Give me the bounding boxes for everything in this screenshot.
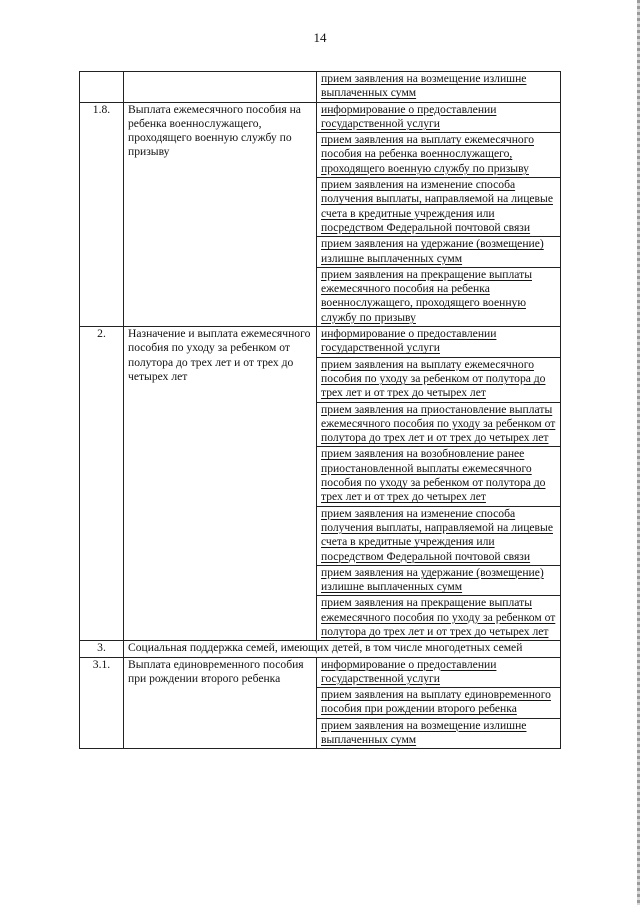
table-row [80,102,561,133]
service-stage: прием заявления на изменение способа получения выплаты, направляемой на лицевые счета в кредитные учреждения или посредством Федеральной почтовой связи [317,506,561,565]
row-number: 1.8. [80,102,124,326]
row-number: 3. [80,641,124,657]
service-stage: прием заявления на удержание (возмещение) излишне выплаченных сумм [317,565,561,596]
service-stage: прием заявления на возобновление ранее приостановленной выплаты ежемесячного пособия по уходу за ребенком от полутора до трех лет и от трех до четырех лет [317,447,561,506]
services-table [79,71,561,749]
service-stage: прием заявления на выплату ежемесячного пособия на ребенка военнослужащего, проходящего военную службу по призыву [317,133,561,178]
service-stage: информирование о предоставлении государственной услуги [317,102,561,133]
table-row [80,72,561,103]
row-number [80,72,124,103]
service-name: Выплата ежемесячного пособия на ребенка военнослужащего, проходящего военную службу по призыву [124,102,317,326]
service-name: Назначение и выплата ежемесячного пособия по уходу за ребенком от полутора до трех лет и от трех до четырех лет [124,327,317,641]
service-stage: информирование о предоставлении государственной услуги [317,657,561,688]
service-stage: прием заявления на выплату единовременного пособия при рождении второго ребенка [317,688,561,719]
row-number: 3.1. [80,657,124,749]
service-stage: прием заявления на возмещение излишне выплаченных сумм [317,72,561,103]
service-stage: информирование о предоставлении государственной услуги [317,327,561,358]
service-name [124,72,317,103]
table-row [80,657,561,688]
service-stage: прием заявления на удержание (возмещение) излишне выплаченных сумм [317,237,561,268]
section-title: Социальная поддержка семей, имеющих детей, в том числе многодетных семей [124,641,561,657]
service-stage: прием заявления на возмещение излишне выплаченных сумм [317,718,561,749]
row-number: 2. [80,327,124,641]
table-row [80,327,561,358]
page-number: 14 [313,30,327,45]
service-stage: прием заявления на прекращение выплаты ежемесячного пособия по уходу за ребенком от полутора до трех лет и от трех до четырех лет [317,596,561,641]
service-stage: прием заявления на приостановление выплаты ежемесячного пособия по уходу за ребенком от полутора до трех лет и от трех до четырех лет [317,402,561,447]
service-stage: прием заявления на изменение способа получения выплаты, направляемой на лицевые счета в кредитные учреждения или посредством Федеральной почтовой связи [317,178,561,237]
service-name: Выплата единовременного пособия при рождении второго ребенка [124,657,317,749]
service-stage: прием заявления на выплату ежемесячного пособия по уходу за ребенком от полутора до трех лет и от трех до четырех лет [317,357,561,402]
service-stage: прием заявления на прекращение выплаты ежемесячного пособия на ребенка военнослужащего, проходящего военную службу по призыву [317,267,561,326]
section-row [80,641,561,657]
